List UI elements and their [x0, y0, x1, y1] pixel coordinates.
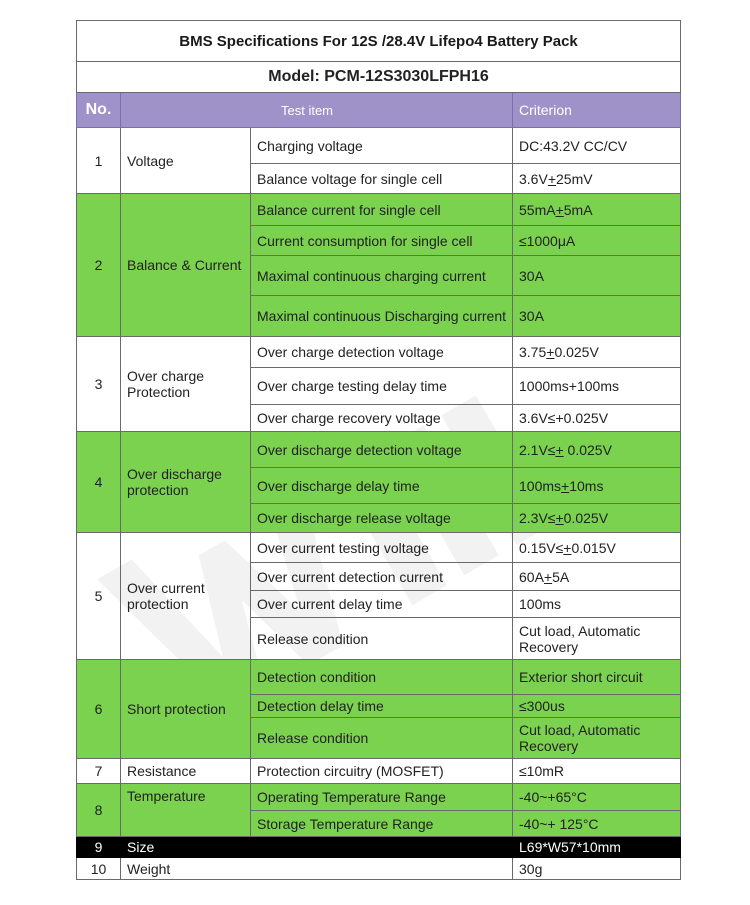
item-name: Size	[121, 837, 513, 858]
sub-item: Balance voltage for single cell	[251, 164, 513, 194]
document-title: BMS Specifications For 12S /28.4V Lifepo4 Battery Pack	[77, 21, 681, 62]
header-criterion: Criterion	[513, 93, 681, 128]
sub-item: Over current delay time	[251, 591, 513, 618]
model-number: Model: PCM-12S3030LFPH16	[77, 62, 681, 93]
item-name: Over current protection	[121, 533, 251, 660]
sub-item: Detection condition	[251, 660, 513, 695]
spec-table	[76, 20, 681, 880]
criterion-value: Exterior short circuit	[513, 660, 681, 695]
sub-item: Protection circuitry (MOSFET)	[251, 759, 513, 784]
criterion-value: 2.3V≤+0.025V	[513, 504, 681, 533]
row-number: 9	[77, 837, 121, 858]
criterion-value: Cut load, Automatic Recovery	[513, 618, 681, 660]
sub-item: Over discharge delay time	[251, 468, 513, 504]
criterion-value: 30A	[513, 296, 681, 337]
sub-item: Over current testing voltage	[251, 533, 513, 563]
criterion-value: -40~+ 125°C	[513, 811, 681, 837]
row-number: 7	[77, 759, 121, 784]
header-test-item: Test item	[121, 93, 513, 128]
row-number: 6	[77, 660, 121, 759]
sub-item: Charging voltage	[251, 128, 513, 164]
sub-item: Over charge detection voltage	[251, 337, 513, 368]
row-number: 2	[77, 194, 121, 337]
criterion-value: ≤10mR	[513, 759, 681, 784]
header-no: No.	[77, 93, 121, 128]
item-name: Balance & Current	[121, 194, 251, 337]
criterion-value: ≤300us	[513, 695, 681, 718]
criterion-value: 30A	[513, 256, 681, 296]
criterion-value: 55mA+5mA	[513, 194, 681, 226]
sub-item: Over discharge release voltage	[251, 504, 513, 533]
criterion-value: -40~+65°C	[513, 784, 681, 811]
row-number: 4	[77, 432, 121, 533]
criterion-value: DC:43.2V CC/CV	[513, 128, 681, 164]
row-number: 5	[77, 533, 121, 660]
criterion-value: 1000ms+100ms	[513, 368, 681, 405]
row-number: 1	[77, 128, 121, 194]
criterion-value: ≤1000μA	[513, 226, 681, 256]
item-name: Voltage	[121, 128, 251, 194]
sub-item: Storage Temperature Range	[251, 811, 513, 837]
row-number: 3	[77, 337, 121, 432]
item-name: Over discharge protection	[121, 432, 251, 533]
row-number: 8	[77, 784, 121, 837]
criterion-value: 100ms	[513, 591, 681, 618]
criterion-value: 2.1V≤+ 0.025V	[513, 432, 681, 468]
item-name: Resistance	[121, 759, 251, 784]
row-number: 10	[77, 858, 121, 880]
criterion-value: 0.15V≤+0.015V	[513, 533, 681, 563]
sub-item: Balance current for single cell	[251, 194, 513, 226]
item-name: Weight	[121, 858, 513, 880]
criterion-value: 100ms+10ms	[513, 468, 681, 504]
criterion-value: 3.6V≤+0.025V	[513, 405, 681, 432]
criterion-value: 60A+5A	[513, 563, 681, 591]
criterion-value: 3.6V+25mV	[513, 164, 681, 194]
criterion-value: 3.75+0.025V	[513, 337, 681, 368]
item-name: Temperature	[121, 784, 251, 837]
sub-item: Maximal continuous Discharging current	[251, 296, 513, 337]
sub-item: Release condition	[251, 618, 513, 660]
sub-item: Over discharge detection voltage	[251, 432, 513, 468]
item-name: Over charge Protection	[121, 337, 251, 432]
criterion-value: L69*W57*10mm	[513, 837, 681, 858]
sub-item: Release condition	[251, 718, 513, 759]
sub-item: Maximal continuous charging current	[251, 256, 513, 296]
sub-item: Detection delay time	[251, 695, 513, 718]
sub-item: Over charge testing delay time	[251, 368, 513, 405]
criterion-value: 30g	[513, 858, 681, 880]
sub-item: Over current detection current	[251, 563, 513, 591]
criterion-value: Cut load, Automatic Recovery	[513, 718, 681, 759]
item-name: Short protection	[121, 660, 251, 759]
sub-item: Over charge recovery voltage	[251, 405, 513, 432]
sub-item: Current consumption for single cell	[251, 226, 513, 256]
sub-item: Operating Temperature Range	[251, 784, 513, 811]
